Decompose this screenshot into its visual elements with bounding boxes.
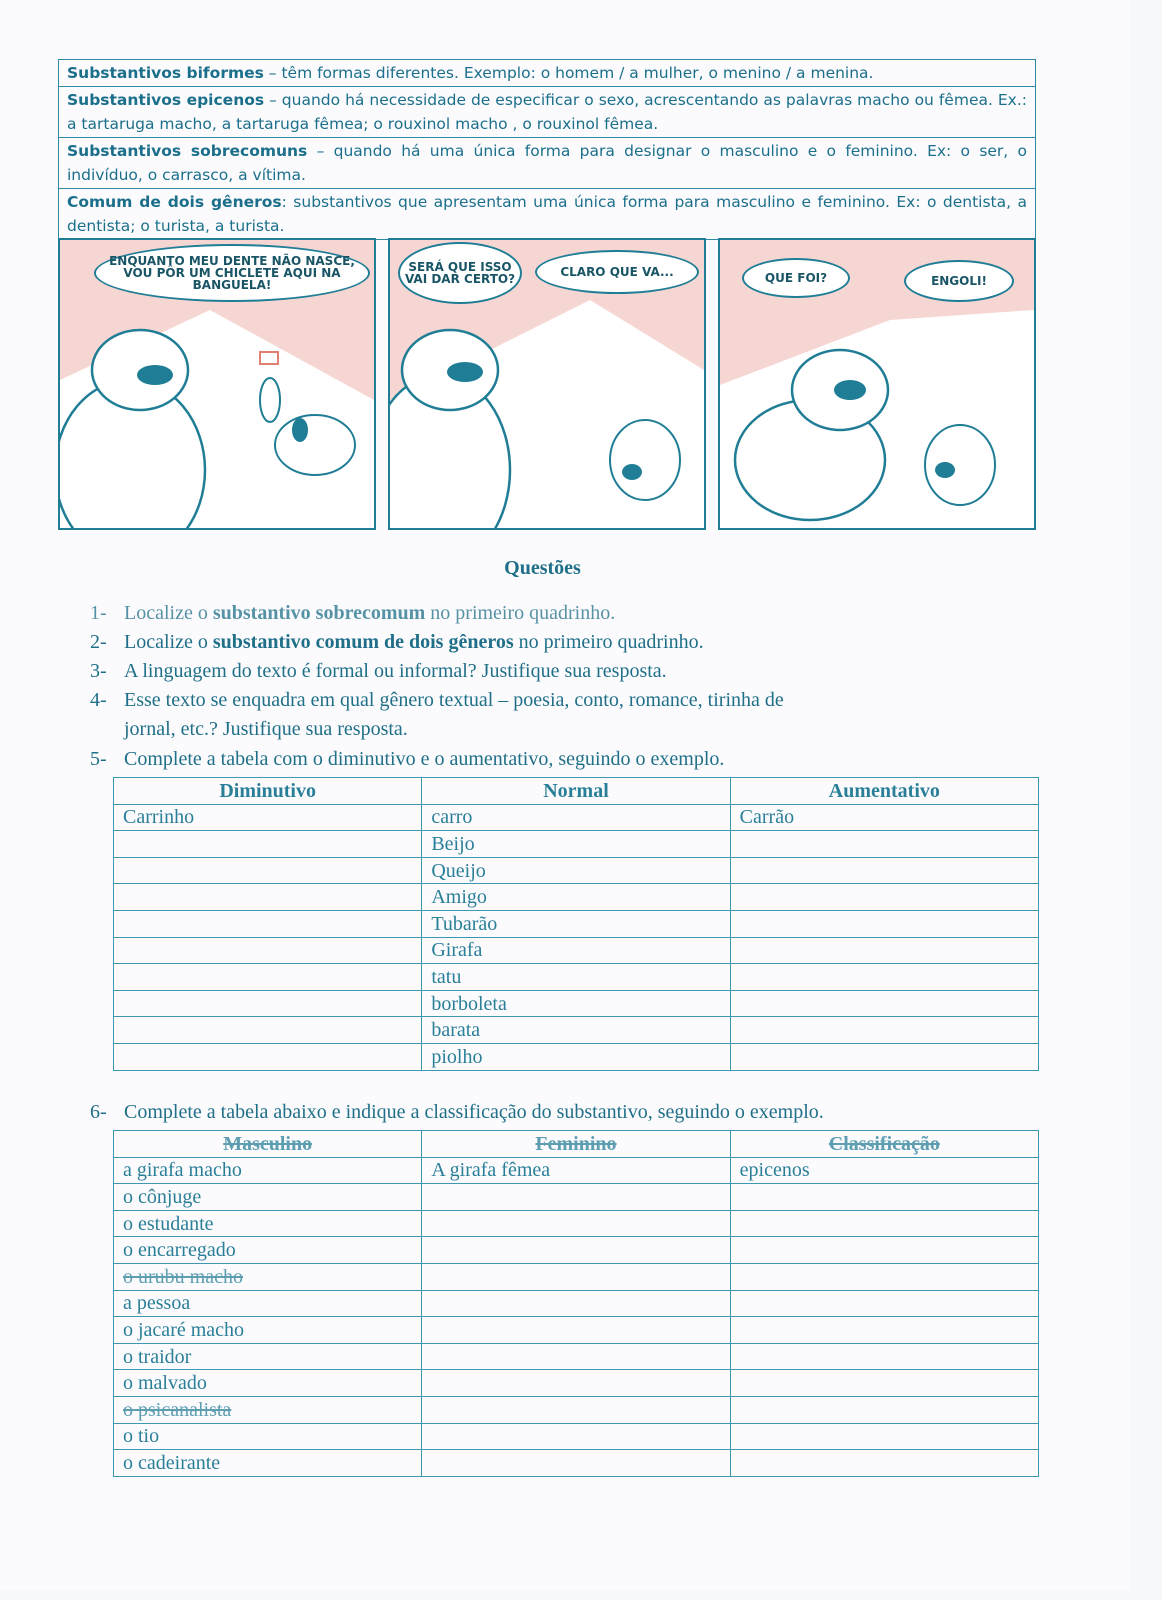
table-row (114, 1290, 1039, 1317)
question-2: 2- Localize o substantivo comum de dois gêneros no primeiro quadrinho. (90, 631, 704, 653)
table-cell: o tio (114, 1423, 422, 1450)
table-row (114, 937, 1039, 964)
table-row (114, 1370, 1039, 1397)
table-row (114, 1017, 1039, 1044)
diminutive-augmentative-table (113, 777, 1039, 1071)
column-header: Normal (422, 778, 730, 805)
definition-comum-dois-generos: Comum de dois gêneros: substantivos que apresentam uma única forma para masculino e feminino. Ex: o dentista, a dentista; o turista, a turista. (67, 193, 1027, 235)
panel-2-speech-bubble-a: SERÁ QUE ISSO VAI DAR CERTO? (398, 242, 522, 304)
table-cell[interactable] (730, 1317, 1038, 1344)
table-row (114, 1396, 1039, 1423)
panel-1-speech-bubble: ENQUANTO MEU DENTE NÃO NASCE, VOU PÔR UM CHICLETE AQUI NA BANGUELA! (94, 244, 370, 302)
column-header: Feminino (422, 1131, 730, 1158)
table-row (114, 1450, 1039, 1477)
table-cell: o jacaré macho (114, 1317, 422, 1344)
table-row (114, 831, 1039, 858)
table-row (114, 964, 1039, 991)
table-cell[interactable] (422, 1396, 730, 1423)
table-cell[interactable] (730, 1263, 1038, 1290)
table-cell[interactable] (730, 1396, 1038, 1423)
table-cell[interactable] (422, 1290, 730, 1317)
table-cell[interactable] (422, 1263, 730, 1290)
table-cell[interactable] (422, 1184, 730, 1211)
panel-2-speech-bubble-b: CLARO QUE VA... (535, 250, 699, 294)
table-cell: epicenos (730, 1157, 1038, 1184)
table-row (114, 1343, 1039, 1370)
question-3: 3- A linguagem do texto é formal ou informal? Justifique sua resposta. (90, 660, 667, 682)
questions-title: Questões (504, 557, 581, 579)
table-cell[interactable] (422, 1210, 730, 1237)
table-cell[interactable] (730, 937, 1038, 964)
table-cell[interactable] (730, 1237, 1038, 1264)
table-cell[interactable] (730, 1370, 1038, 1397)
table-cell: Amigo (422, 884, 730, 911)
table-cell: Girafa (422, 937, 730, 964)
comic-panel-2 (388, 238, 706, 530)
table-cell: o estudante (114, 1210, 422, 1237)
table-cell[interactable] (114, 884, 422, 911)
table-cell: tatu (422, 964, 730, 991)
table-cell[interactable] (422, 1370, 730, 1397)
definitions-box (58, 59, 1036, 240)
table-cell: a girafa macho (114, 1157, 422, 1184)
table-cell: Tubarão (422, 910, 730, 937)
table-cell: o malvado (114, 1370, 422, 1397)
table-cell[interactable] (730, 964, 1038, 991)
table-cell[interactable] (730, 1290, 1038, 1317)
table-cell[interactable] (422, 1423, 730, 1450)
table-row (114, 910, 1039, 937)
table-header-row (114, 778, 1039, 805)
table-row (114, 1210, 1039, 1237)
table-cell: borboleta (422, 990, 730, 1017)
definition-biformes: Substantivos biformes – têm formas diferentes. Exemplo: o homem / a mulher, o menino / a menina. (59, 60, 1035, 87)
table-cell[interactable] (422, 1450, 730, 1477)
table-cell[interactable] (422, 1343, 730, 1370)
table-cell[interactable] (114, 1017, 422, 1044)
table-cell[interactable] (114, 964, 422, 991)
table-cell[interactable] (114, 910, 422, 937)
table-cell[interactable] (114, 990, 422, 1017)
table-cell: barata (422, 1017, 730, 1044)
table-row (114, 1157, 1039, 1184)
table-cell[interactable] (114, 857, 422, 884)
table-cell: o cônjuge (114, 1184, 422, 1211)
question-1: 1- Localize o substantivo sobrecomum no primeiro quadrinho. (90, 602, 616, 624)
table-cell: Carrinho (114, 804, 422, 831)
question-5: 5- Complete a tabela com o diminutivo e o aumentativo, seguindo o exemplo. (90, 748, 725, 770)
table-cell: o cadeirante (114, 1450, 422, 1477)
table-cell: carro (422, 804, 730, 831)
table-row (114, 1423, 1039, 1450)
table-cell[interactable] (114, 1043, 422, 1070)
table-cell[interactable] (730, 1043, 1038, 1070)
table-row (114, 1043, 1039, 1070)
table-header-row (114, 1131, 1039, 1158)
column-header: Aumentativo (730, 778, 1038, 805)
panel-3-speech-bubble-b: ENGOLI! (904, 260, 1014, 302)
table-cell: o psicanalista (114, 1396, 422, 1423)
definition-epicenos: Substantivos epicenos – quando há necessidade de especificar o sexo, acrescentando as palavras macho ou fêmea. Ex.: a tartaruga macho, a tartaruga fêmea; o rouxinol macho , o rouxinol fêmea. (59, 87, 1035, 138)
panel-3-speech-bubble-a: QUE FOI? (742, 258, 850, 298)
definition-sobrecomuns: Substantivos sobrecomuns – quando há uma única forma para designar o masculino e o feminino. Ex: o ser, o indivíduo, o carrasco, a vítima. (59, 138, 1035, 189)
comic-panel-3 (718, 238, 1036, 530)
table-cell: o encarregado (114, 1237, 422, 1264)
column-header: Diminutivo (114, 778, 422, 805)
table-cell[interactable] (422, 1317, 730, 1344)
table-cell[interactable] (730, 1343, 1038, 1370)
table-cell: Queijo (422, 857, 730, 884)
table-row (114, 1237, 1039, 1264)
table-cell: Beijo (422, 831, 730, 858)
table-cell[interactable] (730, 1210, 1038, 1237)
column-header: Classificação (730, 1131, 1038, 1158)
table-cell[interactable] (422, 1237, 730, 1264)
table-cell[interactable] (730, 884, 1038, 911)
table-cell[interactable] (730, 857, 1038, 884)
table-row (114, 1184, 1039, 1211)
table-cell[interactable] (730, 1423, 1038, 1450)
table-cell[interactable] (730, 910, 1038, 937)
question-4: 4- Esse texto se enquadra em qual gênero textual – poesia, conto, romance, tirinha de jornal, etc.? Justifique sua resposta. (90, 689, 784, 740)
table-cell[interactable] (114, 831, 422, 858)
table-row (114, 857, 1039, 884)
table-cell[interactable] (114, 937, 422, 964)
table-row (114, 1263, 1039, 1290)
table-cell: o urubu macho (114, 1263, 422, 1290)
table-row (114, 884, 1039, 911)
question-6: 6- Complete a tabela abaixo e indique a classificação do substantivo, seguindo o exemplo. (90, 1101, 824, 1123)
column-header: Masculino (114, 1131, 422, 1158)
table-cell[interactable] (730, 1184, 1038, 1211)
comic-strip (58, 238, 1038, 530)
table-row (114, 1317, 1039, 1344)
table-cell: a pessoa (114, 1290, 422, 1317)
table-cell[interactable] (730, 1450, 1038, 1477)
table-row (114, 804, 1039, 831)
table-cell: A girafa fêmea (422, 1157, 730, 1184)
table-cell[interactable] (730, 1017, 1038, 1044)
table-cell: o traidor (114, 1343, 422, 1370)
table-cell[interactable] (730, 831, 1038, 858)
table-cell[interactable] (730, 990, 1038, 1017)
table-cell: piolho (422, 1043, 730, 1070)
table-row (114, 990, 1039, 1017)
table-cell: Carrão (730, 804, 1038, 831)
comic-panel-1 (58, 238, 376, 530)
noun-classification-table (113, 1130, 1039, 1477)
